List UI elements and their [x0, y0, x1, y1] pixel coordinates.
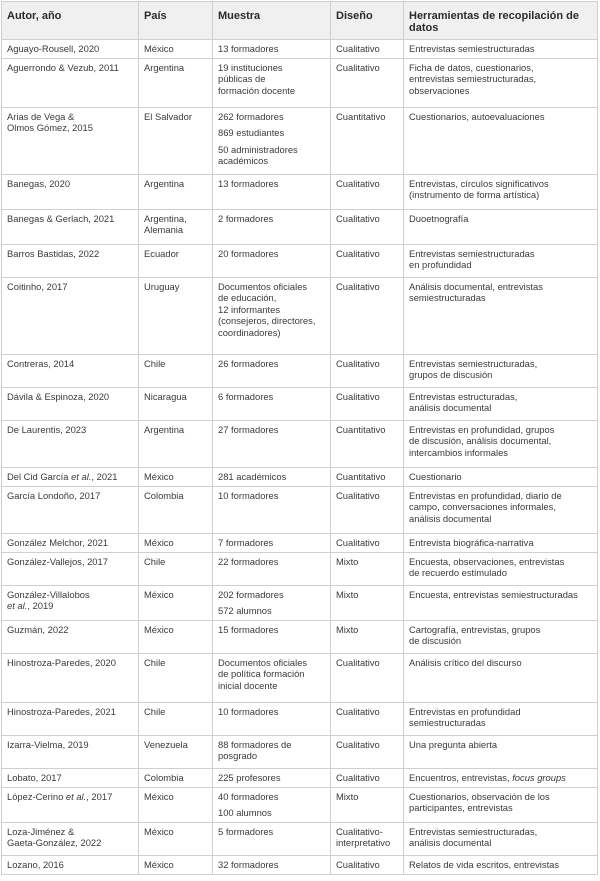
cell-herramientas-line: Cartografía, entrevistas, grupos [409, 624, 541, 635]
cell-muestra-line: 6 formadores [218, 391, 274, 402]
cell-muestra-line: 19 instituciones [218, 62, 283, 73]
cell-autor-line: Dávila & Espinoza, 2020 [7, 391, 110, 402]
table-row [2, 175, 598, 210]
cell-herramientas [404, 210, 598, 245]
cell-muestra-line: 572 alumnos [218, 605, 272, 617]
cell-herramientas [404, 788, 598, 823]
cell-pais [139, 175, 213, 210]
cell-autor-line: González-Villalobos [7, 589, 90, 600]
cell-herramientas-line: Entrevistas en profundidad [409, 706, 521, 717]
cell-diseno [331, 210, 404, 245]
cell-pais-line: Chile [144, 556, 166, 567]
cell-muestra-line: 32 formadores [218, 858, 279, 870]
cell-diseno-line: interpretativo [336, 837, 391, 849]
cell-herramientas [404, 553, 598, 586]
cell-muestra-line: 100 alumnos [218, 807, 272, 819]
cell-pais-line: México [144, 825, 174, 837]
cell-muestra-line: Documentos oficiales [218, 281, 308, 292]
cell-diseno [331, 703, 404, 736]
cell-muestra [213, 59, 331, 108]
cell-diseno [331, 355, 404, 388]
cell-diseno-line: Cualitativo [336, 358, 380, 369]
cell-autor-line: Aguayo-Rousell, 2020 [7, 43, 100, 54]
cell-diseno-line: Cualitativo [336, 537, 380, 548]
cell-autor-line: González Melchor, 2021 [7, 537, 109, 548]
cell-pais [139, 769, 213, 788]
cell-pais [139, 487, 213, 534]
cell-muestra [213, 421, 331, 468]
cell-muestra [213, 175, 331, 210]
cell-herramientas-line: participantes, entrevistas [409, 802, 513, 814]
cell-herramientas-line: Entrevistas, círculos significativos [409, 178, 549, 189]
cell-diseno-line: Cualitativo [336, 213, 380, 224]
literature-review-table [1, 1, 598, 875]
cell-muestra [213, 736, 331, 769]
cell-diseno-line: Cuantitativo [336, 424, 386, 435]
table-row [2, 388, 598, 421]
cell-herramientas-line: análisis documental [409, 837, 492, 849]
cell-pais-line: Colombia [144, 772, 184, 783]
cell-herramientas [404, 855, 598, 874]
cell-muestra-line: 13 formadores [218, 43, 279, 54]
cell-diseno [331, 108, 404, 175]
table-header [2, 2, 598, 40]
cell-muestra [213, 703, 331, 736]
cell-herramientas-line: Análisis documental, entrevistas [409, 281, 543, 292]
cell-pais [139, 654, 213, 703]
cell-diseno [331, 769, 404, 788]
cell-autor-line: Hinostroza-Paredes, 2021 [7, 706, 116, 717]
cell-pais [139, 534, 213, 553]
cell-herramientas-line: Entrevistas semiestructuradas [409, 43, 535, 54]
cell-autor [2, 703, 139, 736]
cell-pais-line: México [144, 43, 174, 54]
table-body [2, 40, 598, 875]
cell-diseno-line: Cualitativo [336, 657, 380, 668]
cell-autor [2, 108, 139, 175]
cell-pais [139, 586, 213, 621]
cell-autor-line: Guzmán, 2022 [7, 624, 69, 635]
cell-herramientas [404, 175, 598, 210]
cell-autor [2, 421, 139, 468]
cell-muestra-line: 10 formadores [218, 490, 279, 501]
cell-autor-line: Izarra-Vielma, 2019 [7, 739, 89, 750]
cell-pais-line: Ecuador [144, 248, 179, 259]
table-row [2, 210, 598, 245]
cell-diseno [331, 421, 404, 468]
cell-pais-line: Colombia [144, 490, 184, 501]
header-row [2, 2, 598, 40]
cell-autor-line: García Londoño, 2017 [7, 490, 101, 501]
cell-autor-line: Del Cid García et al., 2021 [7, 471, 118, 482]
cell-autor [2, 59, 139, 108]
table-row [2, 108, 598, 175]
cell-muestra [213, 388, 331, 421]
cell-herramientas [404, 736, 598, 769]
cell-autor [2, 822, 139, 855]
cell-muestra-line: inicial docente [218, 679, 278, 691]
cell-herramientas [404, 822, 598, 855]
cell-muestra [213, 769, 331, 788]
cell-muestra-line: 26 formadores [218, 358, 279, 369]
cell-pais [139, 40, 213, 59]
cell-autor-line: Contreras, 2014 [7, 358, 75, 369]
cell-pais [139, 468, 213, 487]
cell-pais [139, 108, 213, 175]
cell-muestra [213, 534, 331, 553]
cell-herramientas-line: de discusión, análisis documental, [409, 435, 552, 447]
cell-muestra-line: 5 formadores [218, 825, 274, 837]
cell-muestra-line: 88 formadores de [218, 739, 292, 750]
cell-diseno [331, 40, 404, 59]
cell-pais [139, 59, 213, 108]
cell-diseno-line: Cualitativo [336, 772, 380, 783]
cell-herramientas [404, 59, 598, 108]
cell-herramientas [404, 468, 598, 487]
cell-herramientas-line: campo, conversaciones informales, [409, 501, 556, 513]
cell-muestra-line: 40 formadores [218, 791, 279, 802]
header-muestra: Muestra [213, 2, 331, 40]
cell-pais-line: México [144, 471, 174, 482]
cell-pais-line: Nicaragua [144, 391, 187, 402]
cell-autor-line: Lobato, 2017 [7, 772, 62, 783]
cell-pais-line: México [144, 589, 174, 600]
cell-pais-line: México [144, 791, 174, 802]
cell-herramientas-line: Entrevistas semiestructuradas [409, 248, 535, 259]
cell-pais [139, 278, 213, 355]
table-row [2, 654, 598, 703]
cell-autor [2, 553, 139, 586]
table-row [2, 59, 598, 108]
cell-muestra-line: 15 formadores [218, 624, 279, 635]
cell-autor [2, 855, 139, 874]
cell-pais [139, 388, 213, 421]
cell-diseno-line: Cuantitativo [336, 471, 386, 482]
cell-autor [2, 621, 139, 654]
cell-pais [139, 355, 213, 388]
cell-diseno [331, 278, 404, 355]
cell-herramientas-line: Encuesta, observaciones, entrevistas [409, 556, 565, 567]
cell-autor [2, 355, 139, 388]
cell-pais-line: Argentina [144, 178, 185, 189]
table-row [2, 245, 598, 278]
cell-herramientas-line: Entrevistas en profundidad, grupos [409, 424, 555, 435]
cell-herramientas-line: Cuestionarios, observación de los [409, 791, 550, 802]
cell-pais [139, 210, 213, 245]
cell-diseno-line: Mixto [336, 556, 359, 567]
cell-autor-line: et al., 2019 [7, 600, 54, 612]
cell-diseno [331, 388, 404, 421]
cell-muestra-line: 225 profesores [218, 772, 281, 783]
cell-herramientas-line: Relatos de vida escritos, entrevistas [409, 858, 560, 870]
cell-muestra [213, 355, 331, 388]
cell-autor [2, 245, 139, 278]
cell-autor [2, 788, 139, 823]
table-row [2, 355, 598, 388]
cell-herramientas [404, 703, 598, 736]
cell-diseno [331, 654, 404, 703]
cell-muestra-line: públicas de [218, 73, 266, 85]
cell-diseno-line: Cualitativo- [336, 825, 383, 837]
cell-muestra-line: 27 formadores [218, 424, 279, 435]
table-row [2, 278, 598, 355]
cell-herramientas [404, 621, 598, 654]
cell-autor [2, 210, 139, 245]
cell-autor [2, 534, 139, 553]
cell-muestra [213, 855, 331, 874]
cell-muestra-line: de política formación [218, 668, 305, 680]
cell-muestra [213, 553, 331, 586]
cell-muestra-line: 869 estudiantes [218, 127, 285, 139]
cell-diseno-line: Cuantitativo [336, 111, 386, 122]
cell-pais [139, 736, 213, 769]
cell-herramientas-line: Encuentros, entrevistas, focus groups [409, 772, 566, 783]
cell-herramientas-line: grupos de discusión [409, 369, 493, 381]
cell-diseno-line: Cualitativo [336, 178, 380, 189]
cell-pais-line: Alemania [144, 224, 184, 236]
cell-pais-line: El Salvador [144, 111, 192, 122]
cell-pais-line: México [144, 537, 174, 548]
cell-herramientas [404, 278, 598, 355]
cell-diseno [331, 586, 404, 621]
cell-muestra [213, 245, 331, 278]
cell-muestra-line: 2 formadores [218, 213, 274, 224]
cell-diseno-line: Cualitativo [336, 490, 380, 501]
header-pais: País [139, 2, 213, 40]
cell-herramientas-line: Análisis crítico del discurso [409, 657, 522, 668]
cell-herramientas [404, 654, 598, 703]
cell-autor [2, 40, 139, 59]
cell-diseno [331, 487, 404, 534]
cell-diseno [331, 468, 404, 487]
cell-autor-line: De Laurentis, 2023 [7, 424, 87, 435]
cell-muestra-line: 7 formadores [218, 537, 274, 548]
cell-herramientas-line: en profundidad [409, 259, 472, 271]
table-row [2, 553, 598, 586]
cell-muestra-line: coordinadores) [218, 326, 281, 338]
table-row [2, 421, 598, 468]
cell-muestra [213, 210, 331, 245]
cell-herramientas [404, 245, 598, 278]
cell-herramientas-line: Cuestionarios, autoevaluaciones [409, 111, 545, 122]
cell-diseno [331, 59, 404, 108]
table-row [2, 822, 598, 855]
cell-pais-line: México [144, 858, 174, 870]
cell-herramientas [404, 534, 598, 553]
cell-herramientas-line: de discusión [409, 635, 462, 647]
cell-pais [139, 621, 213, 654]
cell-muestra-line: 20 formadores [218, 248, 279, 259]
cell-pais-line: Uruguay [144, 281, 180, 292]
table-row [2, 40, 598, 59]
cell-herramientas [404, 40, 598, 59]
cell-muestra-line: 10 formadores [218, 706, 279, 717]
header-autor: Autor, año [2, 2, 139, 40]
cell-herramientas-line: Entrevistas semiestructuradas, [409, 358, 538, 369]
cell-diseno [331, 788, 404, 823]
cell-muestra [213, 487, 331, 534]
cell-autor-line: Banegas, 2020 [7, 178, 71, 189]
table-row [2, 534, 598, 553]
cell-muestra [213, 40, 331, 59]
cell-herramientas-line: Entrevistas semiestructuradas, [409, 825, 538, 837]
cell-herramientas-line: Una pregunta abierta [409, 739, 498, 750]
cell-pais-line: Chile [144, 358, 166, 369]
cell-pais [139, 245, 213, 278]
cell-muestra-line: 12 informantes [218, 303, 281, 315]
cell-muestra [213, 468, 331, 487]
cell-herramientas [404, 421, 598, 468]
cell-herramientas-line: análisis documental [409, 402, 492, 414]
cell-pais-line: Venezuela [144, 739, 188, 750]
cell-muestra [213, 586, 331, 621]
cell-herramientas-line: de recuerdo estimulado [409, 567, 507, 579]
cell-herramientas-line: Entrevistas estructuradas, [409, 391, 518, 402]
cell-herramientas-line: Duoetnografía [409, 213, 469, 224]
cell-diseno [331, 175, 404, 210]
cell-muestra-line: 202 formadores [218, 589, 284, 600]
cell-pais-line: Argentina, [144, 213, 187, 224]
header-herramientas: Herramientas de recopilación de datos [404, 2, 598, 40]
cell-pais [139, 703, 213, 736]
cell-muestra-line: 22 formadores [218, 556, 279, 567]
cell-diseno-line: Cualitativo [336, 62, 380, 73]
cell-autor-line: Arias de Vega & [7, 111, 75, 122]
cell-muestra [213, 278, 331, 355]
cell-pais-line: Chile [144, 657, 166, 668]
table-row [2, 468, 598, 487]
cell-autor-line: Olmos Gómez, 2015 [7, 122, 93, 134]
cell-diseno-line: Cualitativo [336, 739, 380, 750]
cell-pais-line: Argentina [144, 62, 185, 73]
cell-pais [139, 855, 213, 874]
cell-autor [2, 278, 139, 355]
cell-autor-line: Aguerrondo & Vezub, 2011 [7, 62, 119, 73]
table-row [2, 855, 598, 874]
cell-autor [2, 487, 139, 534]
cell-herramientas-line: semiestructuradas [409, 717, 486, 729]
cell-muestra-line: (consejeros, directores, [218, 315, 316, 327]
cell-diseno-line: Cualitativo [336, 858, 380, 870]
cell-muestra [213, 108, 331, 175]
cell-autor [2, 175, 139, 210]
table-row [2, 487, 598, 534]
cell-herramientas-line: Ficha de datos, cuestionarios, [409, 62, 534, 73]
cell-herramientas-line: semiestructuradas [409, 292, 486, 304]
cell-herramientas-line: Entrevista biográfica-narrativa [409, 537, 534, 548]
cell-diseno-line: Cualitativo [336, 706, 380, 717]
cell-herramientas [404, 388, 598, 421]
cell-muestra [213, 621, 331, 654]
cell-pais [139, 822, 213, 855]
cell-autor-line: Barros Bastidas, 2022 [7, 248, 100, 259]
table-row [2, 621, 598, 654]
cell-autor-line: Gaeta-González, 2022 [7, 837, 102, 849]
cell-autor-line: López-Cerino et al., 2017 [7, 791, 113, 802]
cell-herramientas-line: Cuestionario [409, 471, 462, 482]
cell-autor [2, 586, 139, 621]
cell-pais [139, 788, 213, 823]
cell-herramientas [404, 355, 598, 388]
cell-diseno [331, 534, 404, 553]
cell-diseno-line: Mixto [336, 624, 359, 635]
cell-muestra-line: Documentos oficiales [218, 657, 308, 668]
header-diseno: Diseño [331, 2, 404, 40]
cell-muestra-line: 262 formadores [218, 111, 284, 122]
cell-autor [2, 769, 139, 788]
cell-autor-line: Loza-Jiménez & [7, 825, 75, 837]
cell-diseno-line: Cualitativo [336, 248, 380, 259]
cell-pais [139, 421, 213, 468]
cell-autor [2, 736, 139, 769]
cell-pais [139, 553, 213, 586]
table-row [2, 703, 598, 736]
cell-herramientas [404, 108, 598, 175]
cell-muestra [213, 654, 331, 703]
cell-autor-line: Banegas & Gerlach, 2021 [7, 213, 115, 224]
cell-diseno [331, 736, 404, 769]
cell-diseno-line: Mixto [336, 589, 359, 600]
cell-muestra-line: 13 formadores [218, 178, 279, 189]
cell-autor [2, 388, 139, 421]
cell-muestra-line: 281 académicos [218, 471, 287, 482]
cell-herramientas-line: entrevistas semiestructuradas, [409, 73, 537, 85]
cell-autor-line: Hinostroza-Paredes, 2020 [7, 657, 116, 668]
cell-pais-line: México [144, 624, 174, 635]
cell-diseno [331, 822, 404, 855]
cell-herramientas [404, 586, 598, 621]
cell-muestra [213, 822, 331, 855]
cell-herramientas-line: observaciones [409, 84, 470, 96]
cell-herramientas [404, 487, 598, 534]
cell-muestra [213, 788, 331, 823]
cell-muestra-line: 50 administradores [218, 143, 298, 155]
table-row [2, 736, 598, 769]
cell-muestra-line: de educación, [218, 292, 277, 304]
cell-muestra-line: formación docente [218, 84, 296, 96]
cell-muestra-line: posgrado [218, 750, 258, 762]
cell-herramientas-line: (instrumento de forma artística) [409, 189, 540, 201]
cell-autor [2, 468, 139, 487]
literature-table-container [1, 1, 598, 875]
cell-pais-line: Chile [144, 706, 166, 717]
cell-diseno-line: Cualitativo [336, 43, 380, 54]
table-row [2, 788, 598, 823]
cell-diseno-line: Cualitativo [336, 281, 380, 292]
cell-herramientas-line: Entrevistas en profundidad, diario de [409, 490, 562, 501]
table-row [2, 769, 598, 788]
cell-muestra-line: académicos [218, 155, 269, 167]
cell-autor-line: Coitinho, 2017 [7, 281, 68, 292]
cell-herramientas-line: Encuesta, entrevistas semiestructuradas [409, 589, 578, 600]
cell-herramientas-line: intercambios informales [409, 446, 508, 458]
cell-herramientas-line: análisis documental [409, 512, 492, 524]
cell-diseno-line: Mixto [336, 791, 359, 802]
cell-diseno [331, 621, 404, 654]
cell-diseno-line: Cualitativo [336, 391, 380, 402]
cell-autor-line: González-Vallejos, 2017 [7, 556, 108, 567]
cell-diseno [331, 855, 404, 874]
table-row [2, 586, 598, 621]
cell-autor [2, 654, 139, 703]
cell-diseno [331, 245, 404, 278]
cell-pais-line: Argentina [144, 424, 185, 435]
cell-herramientas [404, 769, 598, 788]
cell-diseno [331, 553, 404, 586]
cell-autor-line: Lozano, 2016 [7, 858, 64, 870]
